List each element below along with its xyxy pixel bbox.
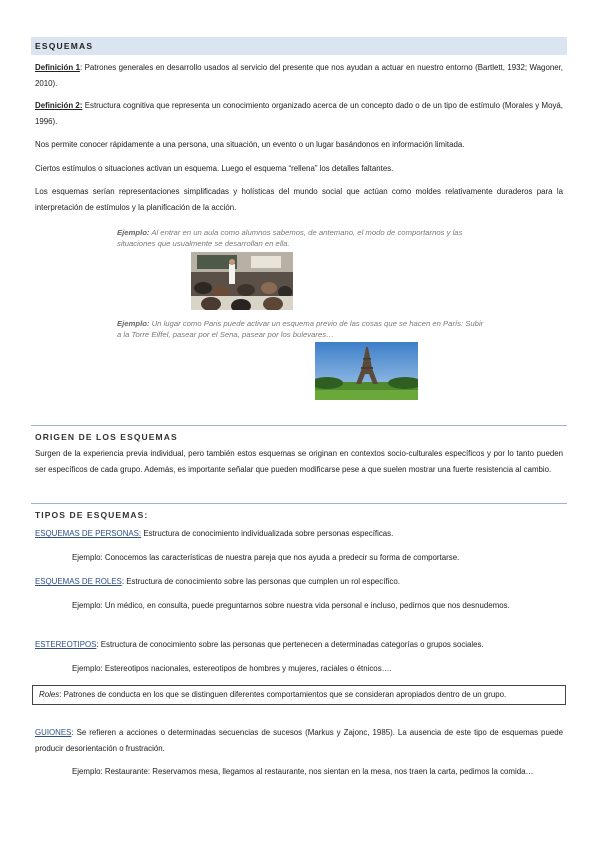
tipo-personas-text: Estructura de conocimiento individualizada sobre personas específicas.: [141, 529, 394, 538]
example-paris-label: Ejemplo:: [117, 319, 150, 328]
divider-origen: [31, 425, 567, 426]
tipo-personas-example: Ejemplo: Conocemos las características de nuestra pareja que nos ayuda a predecir su forma de comportarse.: [72, 553, 460, 562]
example-aula: [117, 227, 489, 249]
definition-2: [35, 98, 563, 129]
roles-box-text: : Patrones de conducta en los que se distinguen diferentes comportamientos que se consideran apropiados dentro de un grupo.: [59, 690, 507, 699]
roles-definition-box: [32, 685, 566, 705]
paragraph-activan: Ciertos estímulos o situaciones activan un esquema. Luego el esquema “rellena” los detalles faltantes.: [35, 164, 394, 173]
divider-tipos: [31, 503, 567, 504]
tipo-roles-label: ESQUEMAS DE ROLES: [35, 577, 122, 586]
definition-1-text: : Patrones generales en desarrollo usados al servicio del presente que nos ayudan a actuar en nuestro entorno (Bartlett, 1932; Wagoner, 2010).: [35, 63, 563, 88]
tipo-personas-label: ESQUEMAS DE PERSONAS:: [35, 529, 142, 538]
roles-box-label: Roles: [39, 690, 60, 699]
eiffel-tower-photo: [315, 342, 418, 400]
definition-2-text: Estructura cognitiva que representa un conocimiento organizado acerca de un concepto dado o de un tipo de estímulo (Morales y Moyá, 1996).: [35, 101, 563, 126]
section-title-tipos: TIPOS DE ESQUEMAS:: [35, 510, 149, 520]
tipo-guiones-example: Ejemplo: Restaurante: Reservamos mesa, llegamos al restaurante, nos sientan en la mesa, nos traen la carta, pedimos la comida…: [72, 767, 534, 776]
tipo-roles-text: : Estructura de conocimiento sobre las personas que cumplen un rol específico.: [121, 577, 400, 586]
tipo-guiones: [35, 725, 563, 756]
paragraph-conocer: Nos permite conocer rápidamente a una persona, una situación, un evento o un lugar basándonos en información limitada.: [35, 140, 465, 149]
example-aula-label: Ejemplo:: [117, 228, 150, 237]
paragraph-origen: Surgen de la experiencia previa individual, pero también estos esquemas se originan en contextos socio-culturales específicos y por lo tanto pueden ser específicos de cada grupo. Además, es importante señalar que pueden modificarse pese a que suelen mostrar una fuerte resistencia al cambio.: [35, 449, 563, 474]
definition-1: [35, 60, 563, 91]
tipo-guiones-text: : Se refieren a acciones o determinadas secuencias de sucesos (Markus y Zajonc, 1985). La ausencia de este tipo de esquemas puede producir desorientación o frustración.: [35, 728, 563, 753]
example-aula-text: Al entrar en un aula como alumnos sabemos, de antemano, el modo de comportarnos y las situaciones que usualmente se desarrollan en ella.: [117, 228, 463, 248]
tipo-estereotipos-example: Ejemplo: Estereotipos nacionales, estereotipos de hombres y mujeres, raciales o étnicos….: [72, 664, 392, 673]
example-paris: [117, 318, 489, 340]
tipo-roles: [35, 574, 563, 590]
paragraph-representaciones: Los esquemas serían representaciones simplificadas y holísticas del mundo social que actúan como moldes relativamente duraderos para la interpretación de estímulos y la planificación de la acción.: [35, 187, 563, 212]
tipo-personas: [35, 526, 563, 542]
tipo-roles-example: Ejemplo: Un médico, en consulta, puede preguntarnos sobre nuestra vida personal e incluso, pedirnos que nos desnudemos.: [72, 601, 510, 610]
definition-2-label: Definición 2:: [35, 101, 83, 110]
section-title-esquemas: ESQUEMAS: [31, 37, 567, 55]
tipo-estereotipos-label: ESTEREOTIPOS: [35, 640, 97, 649]
example-paris-text: Un lugar como Paris puede activar un esquema previo de las cosas que se hacen en París: Subir a la Torre Eiffel, pasear por el Sena, pasear por los bulevares…: [117, 319, 484, 339]
definition-1-label: Definición 1: [35, 63, 80, 72]
classroom-photo: [191, 252, 293, 310]
section-title-origen: ORIGEN DE LOS ESQUEMAS: [35, 432, 178, 442]
tipo-estereotipos-text: : Estructura de conocimiento sobre las personas que pertenecen a determinadas categorías o grupos sociales.: [96, 640, 484, 649]
tipo-estereotipos: [35, 637, 563, 653]
tipo-guiones-label: GUIONES: [35, 728, 72, 737]
